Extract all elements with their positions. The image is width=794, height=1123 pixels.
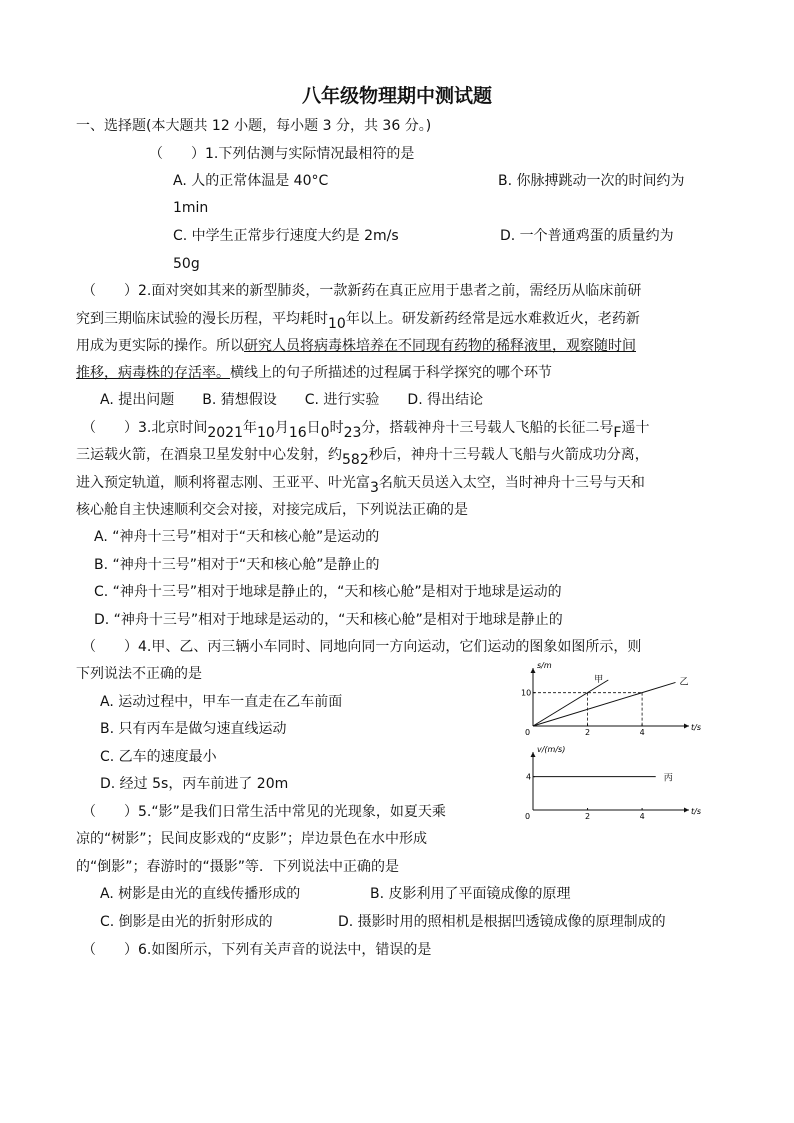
series-label-丙: 丙: [663, 773, 673, 784]
y-tick-label: 4: [526, 772, 532, 782]
q3-option-a: A. “神舟十三号”相对于“天和核心舱”是运动的: [94, 529, 380, 545]
vt-graph: [505, 742, 701, 826]
st-graph: [505, 660, 701, 740]
q2-line-2: 究到三期临床试验的漫长历程，平均耗时10年以上。研发新药经常是远水难救近火，老药新: [76, 311, 640, 332]
q5-option-a: A. 树影是由光的直线传播形成的: [100, 886, 301, 902]
x-axis-label: t/s: [691, 807, 701, 816]
q3-line-3: 进入预定轨道，顺利将翟志刚、王亚平、叶光富3名航天员送入太空，当时神舟十三号与天和: [76, 475, 645, 496]
q5-line-3: 的“倒影”；春游时的“摄影”等．下列说法中正确的是: [76, 859, 400, 875]
q5-option-b: B. 皮影利用了平面镜成像的原理: [370, 886, 571, 902]
series-line-甲: [533, 680, 608, 726]
q1-option-b-cont: 1min: [173, 200, 209, 216]
q4-option-d: D. 经过 5s，丙车前进了 20m: [100, 776, 289, 792]
series-label-甲: 甲: [594, 675, 604, 685]
q1-option-d-cont: 50g: [173, 256, 200, 272]
section-heading: 一、选择题(本大题共 12 小题，每小题 3 分，共 36 分。): [76, 118, 432, 134]
y-axis-label: s/m: [537, 661, 552, 670]
q4-option-a: A. 运动过程中，甲车一直走在乙车前面: [100, 694, 343, 710]
page-title: 八年级物理期中测试题: [301, 85, 492, 107]
y-tick-label: 10: [521, 688, 532, 698]
q5-line-2: 凉的“树影”；民间皮影戏的“皮影”；岸边景色在水中形成: [76, 831, 428, 847]
q4-option-b: B. 只有丙车是做匀速直线运动: [100, 721, 287, 737]
q3-option-c: C. “神舟十三号”相对于地球是静止的，“天和核心舱”是相对于地球是运动的: [94, 584, 562, 600]
series-line-乙: [533, 682, 676, 726]
q3-option-d: D. “神舟十三号”相对于地球是运动的，“天和核心舱”是相对于地球是静止的: [94, 612, 563, 628]
x-tick-label: 2: [585, 812, 591, 821]
q4-option-c: C. 乙车的速度最小: [100, 749, 217, 765]
q3-line-2: 三运载火箭，在酒泉卫星发射中心发射，约582秒后，神舟十三号载人飞船与火箭成功分离，: [76, 447, 649, 468]
q6-line-1: （ ）6.如图所示，下列有关声音的说法中，错误的是: [82, 942, 432, 958]
y-axis-arrow: [531, 752, 536, 757]
x-tick-label: 4: [639, 728, 645, 737]
x-tick-label: 2: [585, 728, 591, 737]
q1-stem: （ ）1.下列估测与实际情况最相符的是: [149, 146, 415, 162]
q3-option-b: B. “神舟十三号”相对于“天和核心舱”是静止的: [94, 557, 380, 573]
q1-option-b: B. 你脉搏跳动一次的时间约为: [498, 173, 685, 189]
y-axis-arrow: [531, 668, 536, 673]
q5-option-c: C. 倒影是由光的折射形成的: [100, 914, 273, 930]
origin-label: 0: [525, 728, 531, 737]
x-tick-label: 4: [639, 812, 645, 821]
q2-line-1: （ ）2.面对突如其来的新型肺炎，一款新药在真正应用于患者之前，需经历从临床前研: [82, 283, 642, 299]
origin-label: 0: [525, 812, 531, 821]
series-label-乙: 乙: [679, 677, 689, 688]
q2-options: A. 提出问题 B. 猜想假设 C. 进行实验 D. 得出结论: [100, 392, 484, 408]
q5-option-d: D. 摄影时用的照相机是根据凹透镜成像的原理制成的: [338, 914, 666, 930]
q2-line-3: 用成为更实际的操作。所以研究人员将病毒株培养在不同现有药物的稀释液里，观察随时间: [76, 338, 636, 354]
x-axis-arrow: [684, 808, 689, 813]
q1-option-c: C. 中学生正常步行速度大约是 2m/s: [173, 228, 399, 244]
q4-line-2: 下列说法不正确的是: [76, 666, 202, 682]
x-axis-arrow: [684, 724, 689, 729]
q2-line-4: 推移，病毒株的存活率。横线上的句子所描述的过程属于科学探究的哪个环节: [76, 365, 552, 381]
q5-line-1: （ ）5.“影”是我们日常生活中常见的光现象，如夏天乘: [82, 804, 446, 820]
q4-line-1: （ ）4.甲、乙、丙三辆小车同时、同地向同一方向运动，它们运动的图象如图所示，则: [82, 639, 642, 655]
q1-option-a: A. 人的正常体温是 40°C: [173, 173, 329, 189]
x-axis-label: t/s: [691, 723, 701, 732]
q1-option-d: D. 一个普通鸡蛋的质量约为: [500, 228, 674, 244]
y-axis-label: v/(m/s): [537, 745, 566, 754]
q3-line-4: 核心舱自主快速顺利交会对接，对接完成后，下列说法正确的是: [76, 502, 468, 518]
q3-line-1: （ ）3.北京时间2021年10月16日0时23分，搭载神舟十三号载人飞船的长征二号F遥十: [82, 420, 650, 441]
